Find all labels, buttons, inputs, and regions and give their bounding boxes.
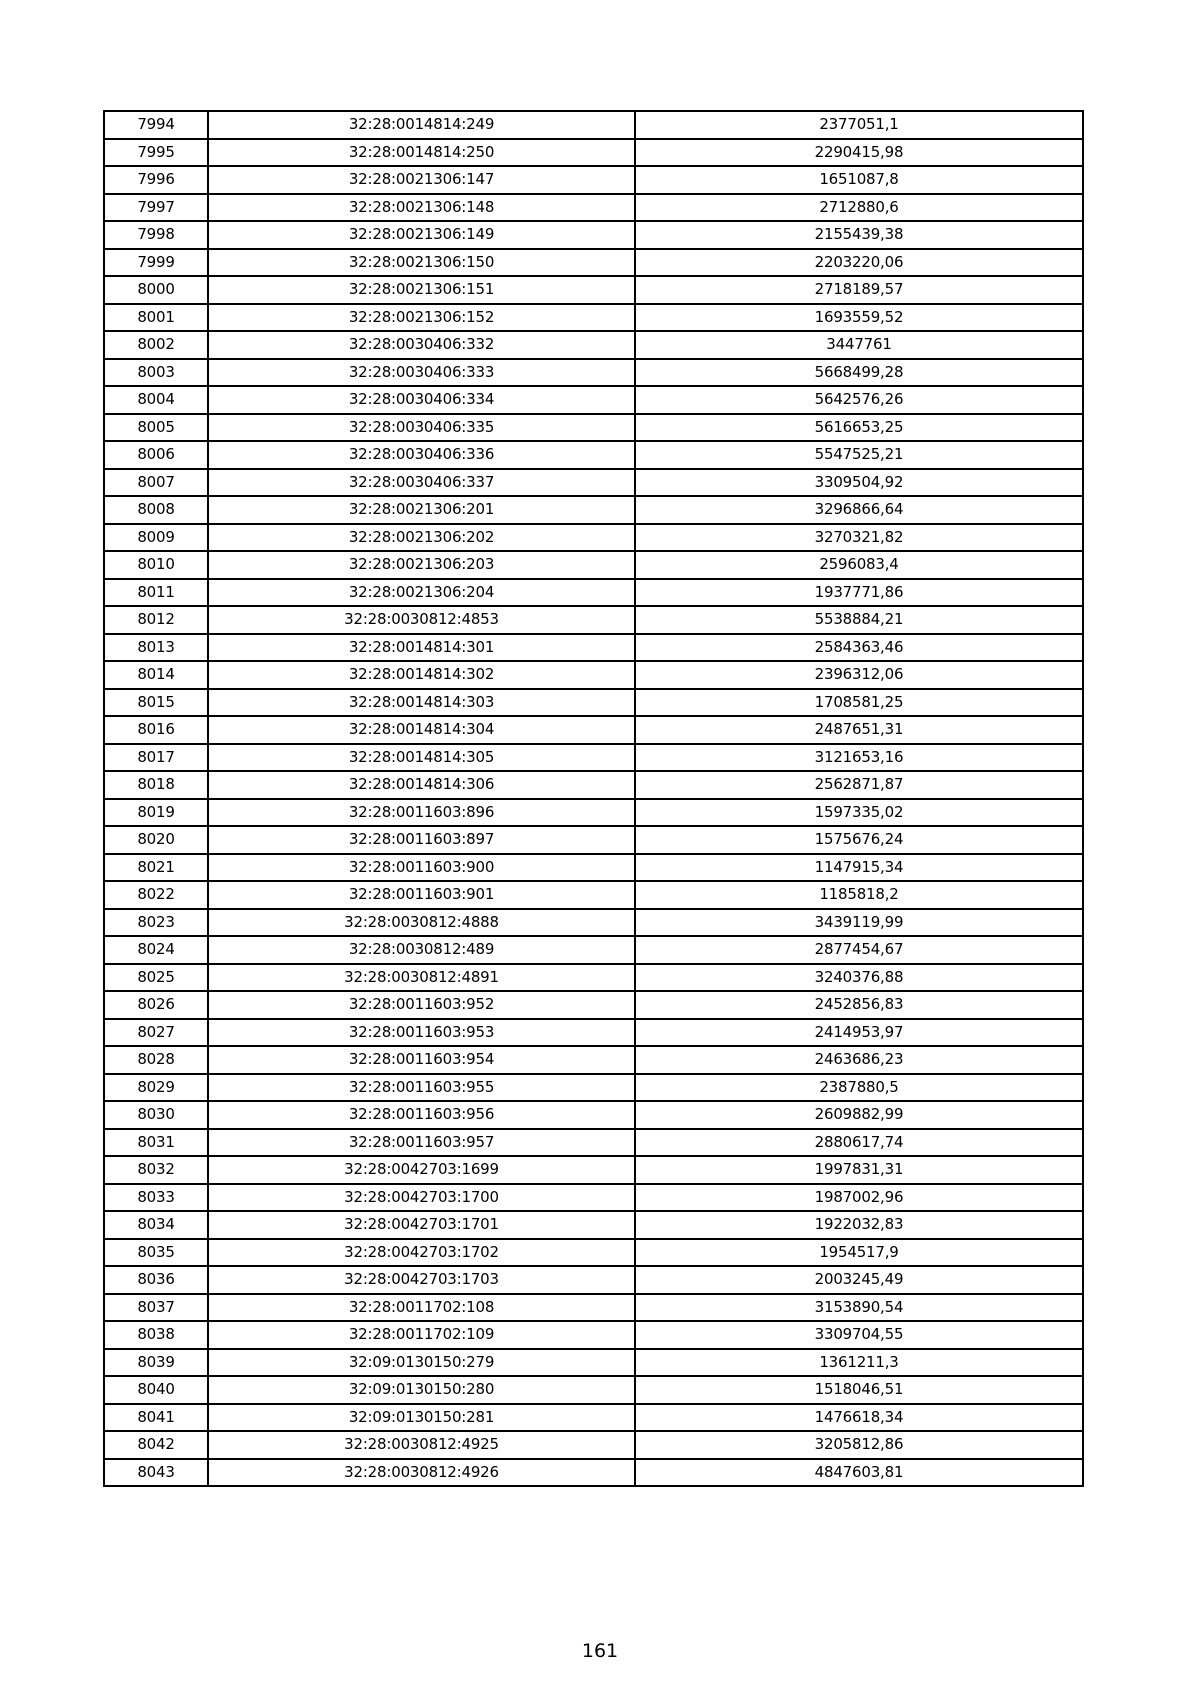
- cadastral-value-cell: 2596083,4: [635, 551, 1083, 579]
- table-row: [104, 1459, 1083, 1487]
- cadastral-value-cell: 4847603,81: [635, 1459, 1083, 1487]
- table-row: [104, 469, 1083, 497]
- row-number-cell: 8015: [104, 689, 208, 717]
- row-number-cell: 7994: [104, 111, 208, 139]
- cadastral-value-cell: 5547525,21: [635, 441, 1083, 469]
- cadastral-number-cell: 32:28:0011603:956: [208, 1101, 635, 1129]
- row-number-cell: 8038: [104, 1321, 208, 1349]
- cadastral-number-cell: 32:28:0014814:305: [208, 744, 635, 772]
- row-number-cell: 8010: [104, 551, 208, 579]
- cadastral-number-cell: 32:28:0021306:150: [208, 249, 635, 277]
- row-number-cell: 8005: [104, 414, 208, 442]
- cadastral-value-cell: 2487651,31: [635, 716, 1083, 744]
- cadastral-value-cell: 2387880,5: [635, 1074, 1083, 1102]
- cadastral-value-cell: 1147915,34: [635, 854, 1083, 882]
- cadastral-number-cell: 32:28:0011603:957: [208, 1129, 635, 1157]
- cadastral-value-cell: 2562871,87: [635, 771, 1083, 799]
- cadastral-number-cell: 32:28:0021306:149: [208, 221, 635, 249]
- table-row: [104, 1431, 1083, 1459]
- table-row: [104, 414, 1083, 442]
- table-row: [104, 524, 1083, 552]
- cadastral-value-cell: 5616653,25: [635, 414, 1083, 442]
- table-row: [104, 1129, 1083, 1157]
- table-row: [104, 441, 1083, 469]
- table-row: [104, 386, 1083, 414]
- table-row: [104, 221, 1083, 249]
- table-row: [104, 606, 1083, 634]
- row-number-cell: 8026: [104, 991, 208, 1019]
- cadastral-number-cell: 32:28:0011603:897: [208, 826, 635, 854]
- row-number-cell: 8002: [104, 331, 208, 359]
- cadastral-number-cell: 32:28:0011603:952: [208, 991, 635, 1019]
- cadastral-number-cell: 32:28:0021306:201: [208, 496, 635, 524]
- row-number-cell: 8013: [104, 634, 208, 662]
- row-number-cell: 8023: [104, 909, 208, 937]
- table-row: [104, 1211, 1083, 1239]
- row-number-cell: 8019: [104, 799, 208, 827]
- table-row: [104, 1349, 1083, 1377]
- cadastral-number-cell: 32:28:0042703:1699: [208, 1156, 635, 1184]
- cadastral-value-cell: 2003245,49: [635, 1266, 1083, 1294]
- page-number: 161: [581, 1640, 619, 1662]
- row-number-cell: 8017: [104, 744, 208, 772]
- cadastral-number-cell: 32:28:0014814:249: [208, 111, 635, 139]
- cadastral-value-cell: 5642576,26: [635, 386, 1083, 414]
- row-number-cell: 8020: [104, 826, 208, 854]
- cadastral-value-cell: 5538884,21: [635, 606, 1083, 634]
- table-row: [104, 854, 1083, 882]
- row-number-cell: 8041: [104, 1404, 208, 1432]
- table-row: [104, 689, 1083, 717]
- table-row: [104, 909, 1083, 937]
- table-row: [104, 276, 1083, 304]
- cadastral-value-cell: 1361211,3: [635, 1349, 1083, 1377]
- cadastral-number-cell: 32:28:0021306:204: [208, 579, 635, 607]
- cadastral-number-cell: 32:28:0030812:489: [208, 936, 635, 964]
- row-number-cell: 8027: [104, 1019, 208, 1047]
- cadastral-number-cell: 32:28:0011603:954: [208, 1046, 635, 1074]
- row-number-cell: 8036: [104, 1266, 208, 1294]
- table-row: [104, 1294, 1083, 1322]
- table-row: [104, 249, 1083, 277]
- cadastral-number-cell: 32:28:0021306:152: [208, 304, 635, 332]
- row-number-cell: 7997: [104, 194, 208, 222]
- table-row: [104, 1376, 1083, 1404]
- cadastral-value-cell: 2877454,67: [635, 936, 1083, 964]
- cadastral-number-cell: 32:28:0042703:1703: [208, 1266, 635, 1294]
- cadastral-number-cell: 32:28:0030812:4888: [208, 909, 635, 937]
- table-row: [104, 579, 1083, 607]
- cadastral-value-cell: 2452856,83: [635, 991, 1083, 1019]
- cadastral-value-cell: 1922032,83: [635, 1211, 1083, 1239]
- cadastral-number-cell: 32:28:0030812:4853: [208, 606, 635, 634]
- row-number-cell: 8037: [104, 1294, 208, 1322]
- table-row: [104, 1074, 1083, 1102]
- cadastral-number-cell: 32:09:0130150:281: [208, 1404, 635, 1432]
- row-number-cell: 8011: [104, 579, 208, 607]
- cadastral-value-cell: 1708581,25: [635, 689, 1083, 717]
- row-number-cell: 8042: [104, 1431, 208, 1459]
- table-row: [104, 551, 1083, 579]
- row-number-cell: 8006: [104, 441, 208, 469]
- cadastral-number-cell: 32:28:0030812:4925: [208, 1431, 635, 1459]
- cadastral-value-cell: 3447761: [635, 331, 1083, 359]
- cadastral-number-cell: 32:28:0042703:1701: [208, 1211, 635, 1239]
- row-number-cell: 7996: [104, 166, 208, 194]
- cadastral-value-cell: 2712880,6: [635, 194, 1083, 222]
- cadastral-value-cell: 1997831,31: [635, 1156, 1083, 1184]
- cadastral-value-cell: 1937771,86: [635, 579, 1083, 607]
- table-row: [104, 1156, 1083, 1184]
- cadastral-value-cell: 2880617,74: [635, 1129, 1083, 1157]
- cadastral-value-cell: 1693559,52: [635, 304, 1083, 332]
- row-number-cell: 8014: [104, 661, 208, 689]
- row-number-cell: 8009: [104, 524, 208, 552]
- cadastral-value-cell: 3205812,86: [635, 1431, 1083, 1459]
- table-row: [104, 111, 1083, 139]
- table-row: [104, 1184, 1083, 1212]
- cadastral-number-cell: 32:28:0021306:147: [208, 166, 635, 194]
- row-number-cell: 8021: [104, 854, 208, 882]
- cadastral-value-cell: 3296866,64: [635, 496, 1083, 524]
- cadastral-value-cell: 3309504,92: [635, 469, 1083, 497]
- row-number-cell: 8024: [104, 936, 208, 964]
- cadastral-number-cell: 32:28:0011603:953: [208, 1019, 635, 1047]
- cadastral-value-cell: 3309704,55: [635, 1321, 1083, 1349]
- table-row: [104, 1266, 1083, 1294]
- row-number-cell: 8039: [104, 1349, 208, 1377]
- table-row: [104, 936, 1083, 964]
- table-row: [104, 964, 1083, 992]
- row-number-cell: 8043: [104, 1459, 208, 1487]
- table-row: [104, 634, 1083, 662]
- cadastral-number-cell: 32:28:0030812:4926: [208, 1459, 635, 1487]
- cadastral-value-cell: 1575676,24: [635, 826, 1083, 854]
- table-row: [104, 826, 1083, 854]
- row-number-cell: 8012: [104, 606, 208, 634]
- cadastral-value-cell: 2609882,99: [635, 1101, 1083, 1129]
- table-row: [104, 744, 1083, 772]
- table-row: [104, 661, 1083, 689]
- row-number-cell: 8016: [104, 716, 208, 744]
- cadastral-number-cell: 32:28:0042703:1702: [208, 1239, 635, 1267]
- table-row: [104, 716, 1083, 744]
- cadastral-number-cell: 32:09:0130150:280: [208, 1376, 635, 1404]
- table-row: [104, 991, 1083, 1019]
- cadastral-number-cell: 32:28:0021306:148: [208, 194, 635, 222]
- cadastral-number-cell: 32:28:0021306:203: [208, 551, 635, 579]
- cadastral-value-cell: 3153890,54: [635, 1294, 1083, 1322]
- cadastral-number-cell: 32:28:0011603:955: [208, 1074, 635, 1102]
- cadastral-value-cell: 1954517,9: [635, 1239, 1083, 1267]
- cadastral-number-cell: 32:28:0011702:109: [208, 1321, 635, 1349]
- cadastral-value-cell: 2463686,23: [635, 1046, 1083, 1074]
- table-row: [104, 1019, 1083, 1047]
- cadastral-number-cell: 32:28:0011603:900: [208, 854, 635, 882]
- cadastral-number-cell: 32:28:0021306:202: [208, 524, 635, 552]
- row-number-cell: 8028: [104, 1046, 208, 1074]
- row-number-cell: 8029: [104, 1074, 208, 1102]
- table-row: [104, 1404, 1083, 1432]
- cadastral-value-cell: 1987002,96: [635, 1184, 1083, 1212]
- cadastral-value-cell: 2290415,98: [635, 139, 1083, 167]
- cadastral-number-cell: 32:28:0014814:303: [208, 689, 635, 717]
- table-row: [104, 799, 1083, 827]
- cadastral-value-cell: 2377051,1: [635, 111, 1083, 139]
- cadastral-number-cell: 32:28:0014814:301: [208, 634, 635, 662]
- cadastral-number-cell: 32:28:0014814:304: [208, 716, 635, 744]
- cadastral-value-cell: 2203220,06: [635, 249, 1083, 277]
- table-row: [104, 194, 1083, 222]
- cadastral-number-cell: 32:28:0014814:306: [208, 771, 635, 799]
- row-number-cell: 8035: [104, 1239, 208, 1267]
- row-number-cell: 7999: [104, 249, 208, 277]
- table-row: [104, 1321, 1083, 1349]
- cadastral-number-cell: 32:28:0014814:250: [208, 139, 635, 167]
- cadastral-value-cell: 3121653,16: [635, 744, 1083, 772]
- table-row: [104, 1101, 1083, 1129]
- table-row: [104, 1239, 1083, 1267]
- row-number-cell: 8033: [104, 1184, 208, 1212]
- row-number-cell: 8034: [104, 1211, 208, 1239]
- cadastral-number-cell: 32:28:0030406:336: [208, 441, 635, 469]
- cadastral-number-cell: 32:28:0014814:302: [208, 661, 635, 689]
- cadastral-number-cell: 32:09:0130150:279: [208, 1349, 635, 1377]
- row-number-cell: 8007: [104, 469, 208, 497]
- cadastral-value-cell: 1597335,02: [635, 799, 1083, 827]
- table-row: [104, 166, 1083, 194]
- table-row: [104, 139, 1083, 167]
- row-number-cell: 8031: [104, 1129, 208, 1157]
- cadastral-value-cell: 5668499,28: [635, 359, 1083, 387]
- row-number-cell: 8004: [104, 386, 208, 414]
- row-number-cell: 8003: [104, 359, 208, 387]
- cadastral-number-cell: 32:28:0030406:334: [208, 386, 635, 414]
- cadastral-number-cell: 32:28:0030812:4891: [208, 964, 635, 992]
- cadastral-value-cell: 1185818,2: [635, 881, 1083, 909]
- cadastral-value-cell: 3240376,88: [635, 964, 1083, 992]
- cadastral-number-cell: 32:28:0030406:337: [208, 469, 635, 497]
- row-number-cell: 8030: [104, 1101, 208, 1129]
- cadastral-number-cell: 32:28:0011702:108: [208, 1294, 635, 1322]
- cadastral-number-cell: 32:28:0030406:333: [208, 359, 635, 387]
- row-number-cell: 8008: [104, 496, 208, 524]
- row-number-cell: 8032: [104, 1156, 208, 1184]
- cadastral-value-cell: 2155439,38: [635, 221, 1083, 249]
- row-number-cell: 7998: [104, 221, 208, 249]
- cadastral-number-cell: 32:28:0030406:335: [208, 414, 635, 442]
- cadastral-value-cell: 2584363,46: [635, 634, 1083, 662]
- cadastral-value-cell: 2414953,97: [635, 1019, 1083, 1047]
- row-number-cell: 7995: [104, 139, 208, 167]
- cadastral-number-cell: 32:28:0042703:1700: [208, 1184, 635, 1212]
- cadastral-number-cell: 32:28:0011603:901: [208, 881, 635, 909]
- row-number-cell: 8022: [104, 881, 208, 909]
- table-row: [104, 1046, 1083, 1074]
- cadastral-value-cell: 3439119,99: [635, 909, 1083, 937]
- row-number-cell: 8040: [104, 1376, 208, 1404]
- cadastral-number-cell: 32:28:0011603:896: [208, 799, 635, 827]
- row-number-cell: 8025: [104, 964, 208, 992]
- cadastral-number-cell: 32:28:0030406:332: [208, 331, 635, 359]
- table-row: [104, 359, 1083, 387]
- table-row: [104, 881, 1083, 909]
- row-number-cell: 8018: [104, 771, 208, 799]
- cadastral-value-cell: 3270321,82: [635, 524, 1083, 552]
- row-number-cell: 8001: [104, 304, 208, 332]
- registry-table: [103, 110, 1084, 1487]
- cadastral-value-cell: 1476618,34: [635, 1404, 1083, 1432]
- cadastral-value-cell: 2718189,57: [635, 276, 1083, 304]
- table-row: [104, 331, 1083, 359]
- cadastral-value-cell: 2396312,06: [635, 661, 1083, 689]
- cadastral-number-cell: 32:28:0021306:151: [208, 276, 635, 304]
- cadastral-value-cell: 1651087,8: [635, 166, 1083, 194]
- cadastral-value-cell: 1518046,51: [635, 1376, 1083, 1404]
- table-row: [104, 304, 1083, 332]
- table-row: [104, 496, 1083, 524]
- table-row: [104, 771, 1083, 799]
- registry-table-body: [104, 111, 1083, 1486]
- row-number-cell: 8000: [104, 276, 208, 304]
